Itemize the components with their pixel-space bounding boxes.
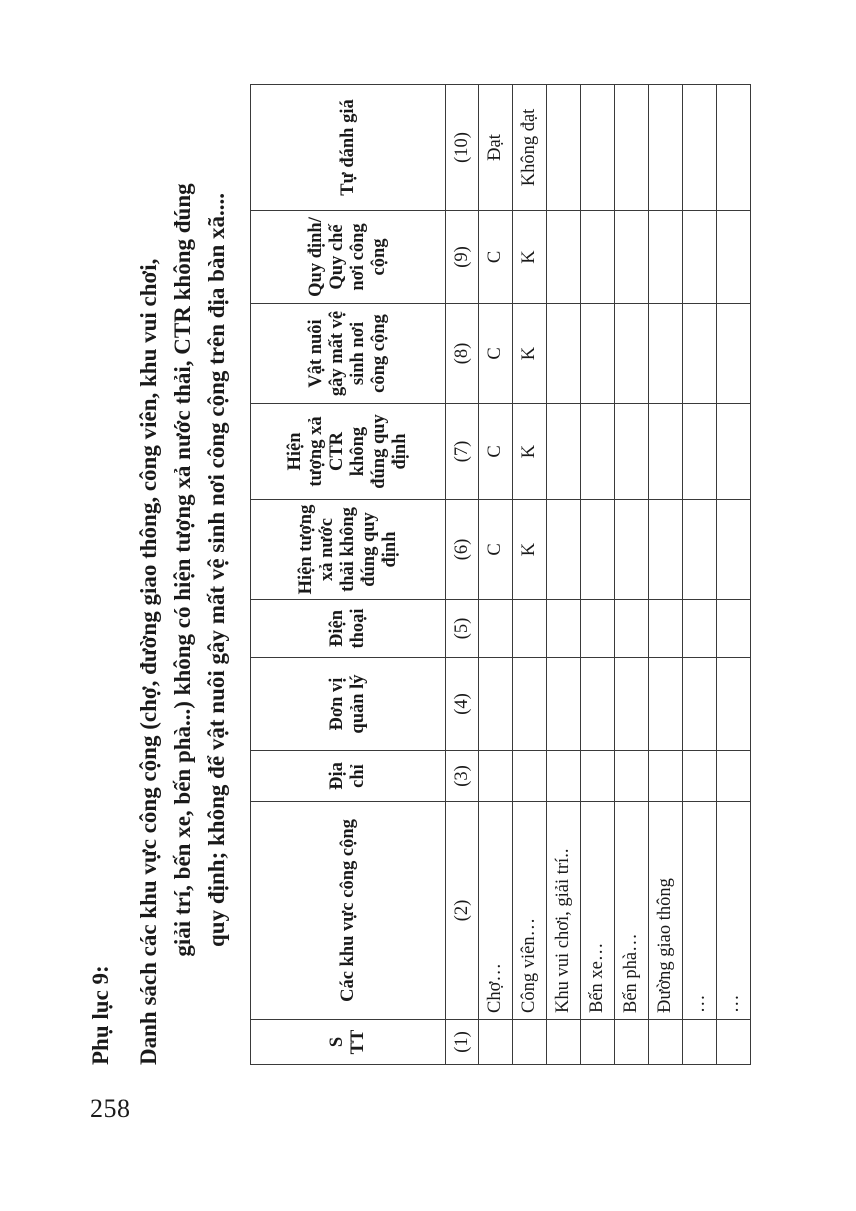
table-cell	[615, 658, 649, 751]
table-cell: Bến phà…	[615, 802, 649, 1020]
header-stt: S TT	[251, 1020, 446, 1065]
table-cell	[683, 404, 717, 500]
table-cell	[547, 404, 581, 500]
table-cell	[615, 85, 649, 211]
table-cell	[547, 600, 581, 658]
table-cell: C	[479, 304, 513, 404]
appendix-label: Phụ lục 9:	[88, 965, 113, 1065]
table-cell	[683, 658, 717, 751]
table-cell	[513, 600, 547, 658]
table-cell	[717, 751, 751, 802]
table-cell	[547, 304, 581, 404]
table-cell	[717, 1020, 751, 1065]
table-row	[683, 85, 717, 1065]
table-cell	[615, 211, 649, 304]
column-number: (4)	[446, 658, 479, 751]
header-self-assessment: Tự đánh giá	[251, 85, 446, 211]
public-areas-table	[250, 84, 751, 1065]
table-cell: …	[717, 802, 751, 1020]
table-cell: Khu vui chơi, giải trí..	[547, 802, 581, 1020]
caption-line-3: quy định; không để vật nuôi gây mất vệ sinh nơi công cộng trên địa bàn xã....	[204, 193, 229, 948]
table-row	[615, 85, 649, 1065]
table-cell: Đường giao thông	[649, 802, 683, 1020]
table-cell	[683, 751, 717, 802]
table-cell: K	[513, 500, 547, 600]
table-cell	[717, 404, 751, 500]
table-cell	[683, 85, 717, 211]
table-cell: Không đạt	[513, 85, 547, 211]
table-cell	[479, 658, 513, 751]
table-cell	[479, 751, 513, 802]
column-number: (2)	[446, 802, 479, 1020]
table-cell	[649, 600, 683, 658]
table-cell	[513, 658, 547, 751]
table-cell	[649, 404, 683, 500]
table-cell	[615, 304, 649, 404]
table-cell	[581, 751, 615, 802]
table-cell	[649, 211, 683, 304]
table-cell	[581, 500, 615, 600]
header-phone: Điện thoại	[251, 600, 446, 658]
column-number: (1)	[446, 1020, 479, 1065]
table-cell	[581, 404, 615, 500]
table-cell	[615, 600, 649, 658]
table-cell: Bến xe…	[581, 802, 615, 1020]
table-cell	[649, 751, 683, 802]
column-number: (10)	[446, 85, 479, 211]
table-cell: K	[513, 304, 547, 404]
header-managing-unit: Đơn vị quản lý	[251, 658, 446, 751]
header-animals: Vật nuôi gây mất vệ sinh nơi công cộng	[251, 304, 446, 404]
table-cell	[547, 751, 581, 802]
table-cell	[547, 85, 581, 211]
table-cell: C	[479, 500, 513, 600]
table-cell	[615, 1020, 649, 1065]
table-cell	[683, 211, 717, 304]
table-cell: …	[683, 802, 717, 1020]
table-cell	[547, 658, 581, 751]
table-cell	[649, 658, 683, 751]
table-cell	[513, 1020, 547, 1065]
column-number-row	[446, 85, 479, 1065]
page-number: 258	[90, 1094, 131, 1123]
header-area: Các khu vực công cộng	[251, 802, 446, 1020]
table-cell	[513, 751, 547, 802]
table-cell	[615, 500, 649, 600]
table-row	[717, 85, 751, 1065]
table-cell	[683, 500, 717, 600]
table-cell	[649, 1020, 683, 1065]
table-cell	[547, 1020, 581, 1065]
table-cell	[717, 500, 751, 600]
table-cell: K	[513, 404, 547, 500]
table-row	[479, 85, 513, 1065]
table-cell	[581, 304, 615, 404]
table-cell	[683, 304, 717, 404]
table-cell	[581, 658, 615, 751]
table-cell	[581, 85, 615, 211]
table-cell	[615, 751, 649, 802]
rotated-page-content	[88, 0, 743, 1065]
table-cell	[717, 211, 751, 304]
header-address: Địa chỉ	[251, 751, 446, 802]
table-cell: C	[479, 211, 513, 304]
table-cell	[547, 500, 581, 600]
table-row	[581, 85, 615, 1065]
table-row	[649, 85, 683, 1065]
column-number: (3)	[446, 751, 479, 802]
caption-line-2: giải trí, bến xe, bến phà...) không có hiện tượng xả nước thải, CTR không đúng	[170, 183, 195, 957]
table-cell	[683, 600, 717, 658]
header-solid-waste: Hiện tượng xả CTR không đúng quy định	[251, 404, 446, 500]
table-cell	[479, 1020, 513, 1065]
table-cell	[717, 304, 751, 404]
header-row	[251, 85, 446, 1065]
table-cell	[649, 304, 683, 404]
table-cell	[717, 85, 751, 211]
table-cell	[683, 1020, 717, 1065]
table-cell	[581, 1020, 615, 1065]
table-cell: C	[479, 404, 513, 500]
table-cell: Đạt	[479, 85, 513, 211]
caption-line-1: Danh sách các khu vực công cộng (chợ, đường giao thông, công viên, khu vui chơi,	[136, 258, 161, 1065]
table-cell	[479, 600, 513, 658]
table-cell	[717, 658, 751, 751]
column-number: (9)	[446, 211, 479, 304]
table-row	[547, 85, 581, 1065]
table-cell: Chợ…	[479, 802, 513, 1020]
table-cell: K	[513, 211, 547, 304]
table-cell: Công viên…	[513, 802, 547, 1020]
table-cell	[717, 600, 751, 658]
table-cell	[649, 85, 683, 211]
table-cell	[615, 404, 649, 500]
table-cell	[581, 211, 615, 304]
column-number: (5)	[446, 600, 479, 658]
column-number: (8)	[446, 304, 479, 404]
header-wastewater: Hiện tượng xả nước thải không đúng quy định	[251, 500, 446, 600]
column-number: (7)	[446, 404, 479, 500]
table-cell	[581, 600, 615, 658]
table-cell	[547, 211, 581, 304]
table-cell	[649, 500, 683, 600]
column-number: (6)	[446, 500, 479, 600]
table-row	[513, 85, 547, 1065]
header-regulations: Quy định/ Quy chế nơi công cộng	[251, 211, 446, 304]
table-caption	[132, 75, 234, 1065]
